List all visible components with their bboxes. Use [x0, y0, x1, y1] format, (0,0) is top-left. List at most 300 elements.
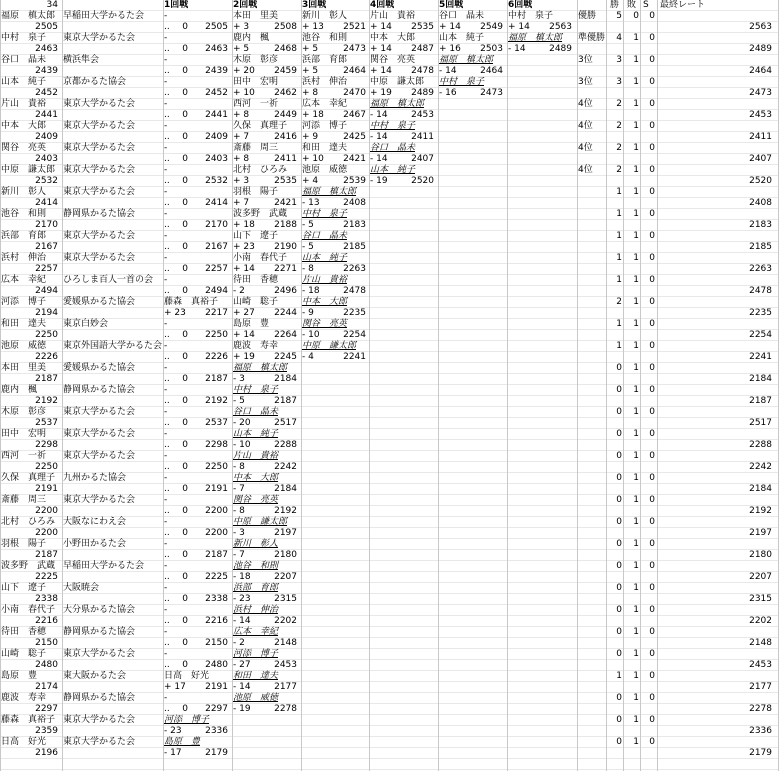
player-rating[interactable]: 2298	[35, 440, 58, 450]
rating-delta[interactable]: - 14	[439, 66, 457, 76]
opponent-name[interactable]: 池原 威徳	[233, 693, 279, 703]
round-rating[interactable]: 2167	[205, 242, 228, 252]
round-rating[interactable]: 2298	[205, 440, 228, 450]
placement[interactable]: 3位	[578, 55, 593, 65]
rating-delta-value[interactable]: 0	[182, 352, 188, 362]
s-count[interactable]: 0	[649, 583, 655, 593]
player-club[interactable]: 東京大学かるた会	[63, 33, 136, 43]
opponent-name[interactable]: -	[164, 187, 168, 197]
round-rating[interactable]: 2503	[480, 44, 503, 54]
player-name[interactable]: 羽根 陽子	[1, 539, 47, 549]
final-rating[interactable]: 2453	[749, 110, 772, 120]
player-name[interactable]: 鹿波 寿幸	[1, 693, 47, 703]
losses[interactable]: 1	[633, 275, 639, 285]
wins[interactable]: 2	[616, 99, 622, 109]
opponent-name[interactable]: -	[164, 561, 168, 571]
round-header[interactable]: 1回戦	[164, 0, 189, 10]
round-rating[interactable]: 2192	[274, 506, 297, 516]
player-club[interactable]: 横浜隼会	[63, 55, 100, 65]
opponent-name[interactable]: 新川 彰人	[302, 11, 348, 21]
player-name[interactable]: 波多野 武蔵	[1, 561, 56, 571]
placement[interactable]: 4位	[578, 165, 593, 175]
player-rating[interactable]: 2338	[35, 594, 58, 604]
wins[interactable]: 0	[616, 539, 622, 549]
opponent-name[interactable]: -	[164, 77, 168, 87]
rating-delta-value[interactable]: 0	[182, 242, 188, 252]
losses[interactable]: 1	[633, 649, 639, 659]
rating-delta[interactable]: ..	[164, 396, 170, 406]
wins[interactable]: 0	[616, 605, 622, 615]
final-rating[interactable]: 2179	[749, 748, 772, 758]
player-club[interactable]: 東京大学かるた会	[63, 253, 136, 263]
losses[interactable]: 1	[633, 209, 639, 219]
round-rating[interactable]: 2185	[343, 242, 366, 252]
losses[interactable]: 1	[633, 539, 639, 549]
opponent-name[interactable]: 北村 ひろみ	[233, 165, 288, 175]
opponent-name[interactable]: 中原 謙太郎	[233, 517, 288, 527]
player-name[interactable]: 浜部 育郎	[1, 231, 47, 241]
wins[interactable]: 3	[616, 77, 622, 87]
losses[interactable]: 1	[633, 473, 639, 483]
player-club[interactable]: 東京白妙会	[63, 319, 109, 329]
final-rating[interactable]: 2242	[749, 462, 772, 472]
player-club[interactable]: 東京外国語大学かるた会	[63, 341, 163, 351]
player-club[interactable]: 東京大学かるた会	[63, 715, 136, 725]
rating-delta-value[interactable]: 0	[182, 484, 188, 494]
player-club[interactable]: 早稲田大学かるた会	[63, 11, 145, 21]
wins[interactable]: 1	[616, 319, 622, 329]
opponent-name[interactable]: 片山 貴裕	[302, 275, 348, 285]
rating-delta[interactable]: - 14	[233, 682, 251, 692]
opponent-name[interactable]: 河添 博子	[233, 649, 279, 659]
rating-delta[interactable]: - 27	[233, 660, 251, 670]
losses[interactable]: 1	[633, 605, 639, 615]
round-rating[interactable]: 2416	[274, 132, 297, 142]
losses[interactable]: 1	[633, 253, 639, 263]
rating-delta[interactable]: - 23	[233, 594, 251, 604]
player-club[interactable]: 愛媛県かるた協会	[63, 297, 136, 307]
final-rating[interactable]: 2197	[749, 528, 772, 538]
round-rating[interactable]: 2192	[205, 396, 228, 406]
final-rating[interactable]: 2207	[749, 572, 772, 582]
final-rating[interactable]: 2315	[749, 594, 772, 604]
player-name[interactable]: 木原 彰彦	[1, 407, 47, 417]
player-rating[interactable]: 2532	[35, 176, 58, 186]
round-rating[interactable]: 2473	[343, 44, 366, 54]
player-club[interactable]: 東大阪かるた会	[63, 671, 127, 681]
player-club[interactable]: 静岡県かるた協会	[63, 209, 136, 219]
s-count[interactable]: 0	[649, 55, 655, 65]
player-name[interactable]: 藤森 真裕子	[1, 715, 56, 725]
losses[interactable]: 1	[633, 165, 639, 175]
s-count[interactable]: 0	[649, 319, 655, 329]
s-count[interactable]: 0	[649, 473, 655, 483]
rating-delta[interactable]: + 20	[233, 66, 255, 76]
losses[interactable]: 0	[633, 11, 639, 21]
rating-delta-value[interactable]: 0	[182, 132, 188, 142]
opponent-name[interactable]: 池谷 和則	[302, 33, 348, 43]
opponent-name[interactable]: 中村 泉子	[508, 11, 554, 21]
player-rating[interactable]: 2250	[35, 330, 58, 340]
opponent-name[interactable]: 中村 泉子	[439, 77, 485, 87]
player-name[interactable]: 島原 豊	[1, 671, 38, 681]
rating-delta[interactable]: + 5	[302, 66, 319, 76]
s-count[interactable]: 0	[649, 99, 655, 109]
round-rating[interactable]: 2563	[549, 22, 572, 32]
wins[interactable]: 2	[616, 297, 622, 307]
player-club[interactable]: 東京大学かるた会	[63, 495, 136, 505]
placement[interactable]: 準優勝	[578, 33, 606, 43]
player-rating[interactable]: 2225	[35, 572, 58, 582]
s-count[interactable]: 0	[649, 33, 655, 43]
round-rating[interactable]: 2549	[480, 22, 503, 32]
rating-delta[interactable]: - 2	[233, 286, 245, 296]
rating-delta[interactable]: ..	[164, 44, 170, 54]
losses[interactable]: 1	[633, 363, 639, 373]
round-rating[interactable]: 2254	[343, 330, 366, 340]
placement[interactable]: 3位	[578, 77, 593, 87]
wins[interactable]: 1	[616, 209, 622, 219]
rating-delta[interactable]: ..	[164, 220, 170, 230]
s-count[interactable]: 0	[649, 407, 655, 417]
rating-delta[interactable]: ..	[164, 572, 170, 582]
opponent-name[interactable]: 谷口 晶未	[233, 407, 279, 417]
round-rating[interactable]: 2473	[480, 88, 503, 98]
final-rating[interactable]: 2278	[749, 704, 772, 714]
opponent-name[interactable]: -	[164, 539, 168, 549]
opponent-name[interactable]: 島原 豊	[233, 319, 270, 329]
rating-delta[interactable]: - 5	[302, 242, 314, 252]
player-club[interactable]: 早稲田大学かるた会	[63, 561, 145, 571]
opponent-name[interactable]: -	[164, 143, 168, 153]
rating-delta[interactable]: ..	[164, 110, 170, 120]
final-rating[interactable]: 2180	[749, 550, 772, 560]
rating-delta[interactable]: ..	[164, 176, 170, 186]
player-name[interactable]: 山崎 聡子	[1, 649, 47, 659]
final-rating[interactable]: 2336	[749, 726, 772, 736]
round-rating[interactable]: 2226	[205, 352, 228, 362]
rating-delta[interactable]: + 7	[233, 132, 250, 142]
wins[interactable]: 1	[616, 671, 622, 681]
rating-delta[interactable]: + 14	[233, 330, 255, 340]
rating-delta-value[interactable]: 0	[182, 528, 188, 538]
round-rating[interactable]: 2468	[274, 44, 297, 54]
placement[interactable]: 4位	[578, 143, 593, 153]
wins[interactable]: 0	[616, 561, 622, 571]
rating-delta[interactable]: - 20	[233, 418, 251, 428]
rating-delta[interactable]: - 19	[233, 704, 251, 714]
rating-delta[interactable]: + 14	[439, 22, 461, 32]
player-rating[interactable]: 2480	[35, 660, 58, 670]
player-club[interactable]: 静岡県かるた協会	[63, 385, 136, 395]
rating-delta-value[interactable]: 0	[182, 220, 188, 230]
final-rating[interactable]: 2478	[749, 286, 772, 296]
wins-header[interactable]: 勝	[610, 0, 620, 10]
opponent-name[interactable]: -	[164, 165, 168, 175]
rating-delta[interactable]: ..	[164, 638, 170, 648]
opponent-name[interactable]: 波多野 武蔵	[233, 209, 288, 219]
final-rating[interactable]: 2517	[749, 418, 772, 428]
player-club[interactable]: 東京大学かるた会	[63, 165, 136, 175]
round-rating[interactable]: 2278	[274, 704, 297, 714]
rating-delta[interactable]: ..	[164, 594, 170, 604]
opponent-name[interactable]: 中本 大郎	[302, 297, 348, 307]
round-rating[interactable]: 2517	[274, 418, 297, 428]
opponent-name[interactable]: 片山 貴裕	[233, 451, 279, 461]
rating-delta[interactable]: ..	[164, 88, 170, 98]
opponent-name[interactable]: -	[164, 363, 168, 373]
opponent-name[interactable]: 谷口 晶未	[370, 143, 416, 153]
rating-delta[interactable]: + 8	[302, 88, 319, 98]
wins[interactable]: 2	[616, 121, 622, 131]
round-rating[interactable]: 2467	[343, 110, 366, 120]
round-rating[interactable]: 2187	[205, 550, 228, 560]
round-rating[interactable]: 2170	[205, 220, 228, 230]
rating-delta[interactable]: ..	[164, 352, 170, 362]
s-count[interactable]: 0	[649, 231, 655, 241]
losses[interactable]: 1	[633, 715, 639, 725]
opponent-name[interactable]: 和田 達夫	[233, 671, 279, 681]
losses[interactable]: 1	[633, 451, 639, 461]
rating-delta[interactable]: + 18	[233, 220, 255, 230]
opponent-name[interactable]: -	[164, 407, 168, 417]
round-rating[interactable]: 2520	[411, 176, 434, 186]
round-rating[interactable]: 2184	[274, 374, 297, 384]
wins[interactable]: 2	[616, 143, 622, 153]
player-club[interactable]: 大分県かるた協会	[63, 605, 136, 615]
rating-delta[interactable]: - 14	[508, 44, 526, 54]
opponent-name[interactable]: 小南 春代子	[233, 253, 288, 263]
round-rating[interactable]: 2521	[343, 22, 366, 32]
opponent-name[interactable]: 和田 達夫	[302, 143, 348, 153]
player-name[interactable]: 池原 威徳	[1, 341, 47, 351]
losses[interactable]: 1	[633, 143, 639, 153]
opponent-name[interactable]: 福原 槙太郎	[233, 363, 288, 373]
rating-delta[interactable]: + 14	[370, 44, 392, 54]
round-rating[interactable]: 2216	[205, 616, 228, 626]
rating-delta[interactable]: - 19	[370, 176, 388, 186]
opponent-name[interactable]: -	[164, 473, 168, 483]
rating-delta[interactable]: - 17	[164, 748, 182, 758]
s-count[interactable]: 0	[649, 253, 655, 263]
rating-delta[interactable]: + 13	[302, 22, 324, 32]
round-rating[interactable]: 2425	[343, 132, 366, 142]
final-rating[interactable]: 2408	[749, 198, 772, 208]
player-name[interactable]: 中本 大郎	[1, 121, 47, 131]
rating-delta[interactable]: + 4	[302, 176, 319, 186]
opponent-name[interactable]: 中原 謙太郎	[370, 77, 425, 87]
rating-delta[interactable]: - 4	[302, 352, 314, 362]
round-rating[interactable]: 2449	[274, 110, 297, 120]
wins[interactable]: 3	[616, 55, 622, 65]
rating-delta[interactable]: ..	[164, 198, 170, 208]
player-rating[interactable]: 2150	[35, 638, 58, 648]
wins[interactable]: 1	[616, 253, 622, 263]
player-name[interactable]: 中原 謙太郎	[1, 165, 56, 175]
opponent-name[interactable]: -	[164, 341, 168, 351]
losses[interactable]: 1	[633, 583, 639, 593]
player-club[interactable]: 東京大学かるた会	[63, 121, 136, 131]
player-name[interactable]: 本田 里美	[1, 363, 47, 373]
rating-delta-value[interactable]: 0	[182, 374, 188, 384]
s-count[interactable]: 0	[649, 451, 655, 461]
s-count[interactable]: 0	[649, 77, 655, 87]
final-rating[interactable]: 2148	[749, 638, 772, 648]
losses[interactable]: 1	[633, 99, 639, 109]
player-rating[interactable]: 2441	[35, 110, 58, 120]
opponent-name[interactable]: 中村 泉子	[302, 209, 348, 219]
losses[interactable]: 1	[633, 341, 639, 351]
final-rating[interactable]: 2263	[749, 264, 772, 274]
player-rating[interactable]: 2200	[35, 528, 58, 538]
rating-delta[interactable]: ..	[164, 242, 170, 252]
final-rating[interactable]: 2235	[749, 308, 772, 318]
rating-delta[interactable]: - 3	[233, 528, 245, 538]
rating-delta[interactable]: ..	[164, 66, 170, 76]
player-rating[interactable]: 2194	[35, 308, 58, 318]
rating-delta[interactable]: + 19	[233, 352, 255, 362]
player-name[interactable]: 日高 好光	[1, 737, 47, 747]
rating-delta-value[interactable]: 0	[182, 594, 188, 604]
player-rating[interactable]: 2192	[35, 396, 58, 406]
opponent-name[interactable]: 藤森 真裕子	[164, 297, 219, 307]
round-rating[interactable]: 2453	[274, 660, 297, 670]
round-rating[interactable]: 2411	[411, 132, 434, 142]
player-club[interactable]: 大阪なにわえ会	[63, 517, 127, 527]
rating-delta-value[interactable]: 0	[182, 88, 188, 98]
rating-delta[interactable]: + 10	[302, 154, 324, 164]
final-rating-header[interactable]: 最終レート	[660, 0, 706, 10]
rating-delta[interactable]: - 2	[233, 638, 245, 648]
round-rating[interactable]: 2271	[274, 264, 297, 274]
round-rating[interactable]: 2202	[274, 616, 297, 626]
s-count[interactable]: 0	[649, 649, 655, 659]
round-rating[interactable]: 2421	[343, 154, 366, 164]
round-rating[interactable]: 2487	[411, 44, 434, 54]
rating-delta[interactable]: - 18	[302, 286, 320, 296]
player-rating[interactable]: 2187	[35, 374, 58, 384]
rating-delta[interactable]: - 14	[233, 616, 251, 626]
opponent-name[interactable]: -	[164, 385, 168, 395]
opponent-name[interactable]: -	[164, 517, 168, 527]
round-rating[interactable]: 2257	[205, 264, 228, 274]
opponent-name[interactable]: 浜部 育郎	[302, 55, 348, 65]
opponent-name[interactable]: 本田 里美	[233, 11, 279, 21]
losses[interactable]: 1	[633, 429, 639, 439]
round-rating[interactable]: 2494	[205, 286, 228, 296]
player-rating[interactable]: 2250	[35, 462, 58, 472]
round-rating[interactable]: 2489	[549, 44, 572, 54]
s-count[interactable]: 0	[649, 385, 655, 395]
losses[interactable]: 1	[633, 495, 639, 505]
rating-delta[interactable]: - 18	[233, 572, 251, 582]
final-rating[interactable]: 2185	[749, 242, 772, 252]
opponent-name[interactable]: 浜部 育郎	[233, 583, 279, 593]
opponent-name[interactable]: -	[164, 451, 168, 461]
round-rating[interactable]: 2408	[343, 198, 366, 208]
player-name[interactable]: 久保 真理子	[1, 473, 56, 483]
s-count[interactable]: 0	[649, 561, 655, 571]
opponent-name[interactable]: 中本 大郎	[370, 33, 416, 43]
player-name[interactable]: 山本 純子	[1, 77, 47, 87]
rating-delta[interactable]: - 23	[164, 726, 182, 736]
rating-delta[interactable]: ..	[164, 704, 170, 714]
round-rating[interactable]: 2297	[205, 704, 228, 714]
player-name[interactable]: 北村 ひろみ	[1, 517, 56, 527]
opponent-name[interactable]: -	[164, 33, 168, 43]
opponent-name[interactable]: 福原 槙太郎	[370, 99, 425, 109]
wins[interactable]: 0	[616, 627, 622, 637]
final-rating[interactable]: 2407	[749, 154, 772, 164]
final-rating[interactable]: 2288	[749, 440, 772, 450]
player-rating[interactable]: 2174	[35, 682, 58, 692]
rating-delta[interactable]: - 10	[233, 440, 251, 450]
player-rating[interactable]: 2216	[35, 616, 58, 626]
round-rating[interactable]: 2207	[274, 572, 297, 582]
s-count[interactable]: 0	[649, 715, 655, 725]
opponent-name[interactable]: 鹿波 寿幸	[233, 341, 279, 351]
final-rating[interactable]: 2411	[749, 132, 772, 142]
opponent-name[interactable]: 中村 泉子	[370, 121, 416, 131]
rating-delta[interactable]: ..	[164, 132, 170, 142]
round-rating[interactable]: 2508	[274, 22, 297, 32]
player-name[interactable]: 待田 香穂	[1, 627, 47, 637]
losses[interactable]: 1	[633, 517, 639, 527]
final-rating[interactable]: 2184	[749, 484, 772, 494]
round-rating[interactable]: 2235	[343, 308, 366, 318]
opponent-name[interactable]: 山下 遼子	[233, 231, 279, 241]
round-rating[interactable]: 2478	[411, 66, 434, 76]
wins[interactable]: 1	[616, 341, 622, 351]
rating-delta[interactable]: + 14	[233, 264, 255, 274]
wins[interactable]: 1	[616, 275, 622, 285]
player-name[interactable]: 谷口 晶未	[1, 55, 47, 65]
rating-delta-value[interactable]: 0	[182, 22, 188, 32]
player-name[interactable]: 関谷 亮英	[1, 143, 47, 153]
opponent-name[interactable]: 関谷 亮英	[370, 55, 416, 65]
round-rating[interactable]: 2453	[411, 110, 434, 120]
round-rating[interactable]: 2263	[343, 264, 366, 274]
opponent-name[interactable]: -	[164, 649, 168, 659]
rating-delta-value[interactable]: 0	[182, 506, 188, 516]
rating-delta[interactable]: ..	[164, 660, 170, 670]
player-rating[interactable]: 2494	[35, 286, 58, 296]
rating-delta[interactable]: ..	[164, 264, 170, 274]
round-rating[interactable]: 2190	[274, 242, 297, 252]
player-rating[interactable]: 2403	[35, 154, 58, 164]
opponent-name[interactable]: 田中 宏明	[233, 77, 279, 87]
rating-delta[interactable]: + 17	[164, 682, 186, 692]
round-rating[interactable]: 2464	[480, 66, 503, 76]
player-club[interactable]: 東京大学かるた会	[63, 143, 136, 153]
player-club[interactable]: 東京大学かるた会	[63, 407, 136, 417]
rating-delta-value[interactable]: 0	[182, 440, 188, 450]
losses[interactable]: 1	[633, 693, 639, 703]
round-rating[interactable]: 2439	[205, 66, 228, 76]
s-count[interactable]: 0	[649, 737, 655, 747]
player-name[interactable]: 中村 泉子	[1, 33, 47, 43]
wins[interactable]: 2	[616, 165, 622, 175]
player-rating[interactable]: 2537	[35, 418, 58, 428]
player-rating[interactable]: 2463	[35, 44, 58, 54]
opponent-name[interactable]: -	[164, 55, 168, 65]
s-count[interactable]: 0	[649, 627, 655, 637]
opponent-name[interactable]: 福原 槙太郎	[439, 55, 494, 65]
round-header[interactable]: 3回戦	[302, 0, 327, 10]
opponent-name[interactable]: 山本 純子	[233, 429, 279, 439]
round-rating[interactable]: 2441	[205, 110, 228, 120]
round-rating[interactable]: 2489	[411, 88, 434, 98]
